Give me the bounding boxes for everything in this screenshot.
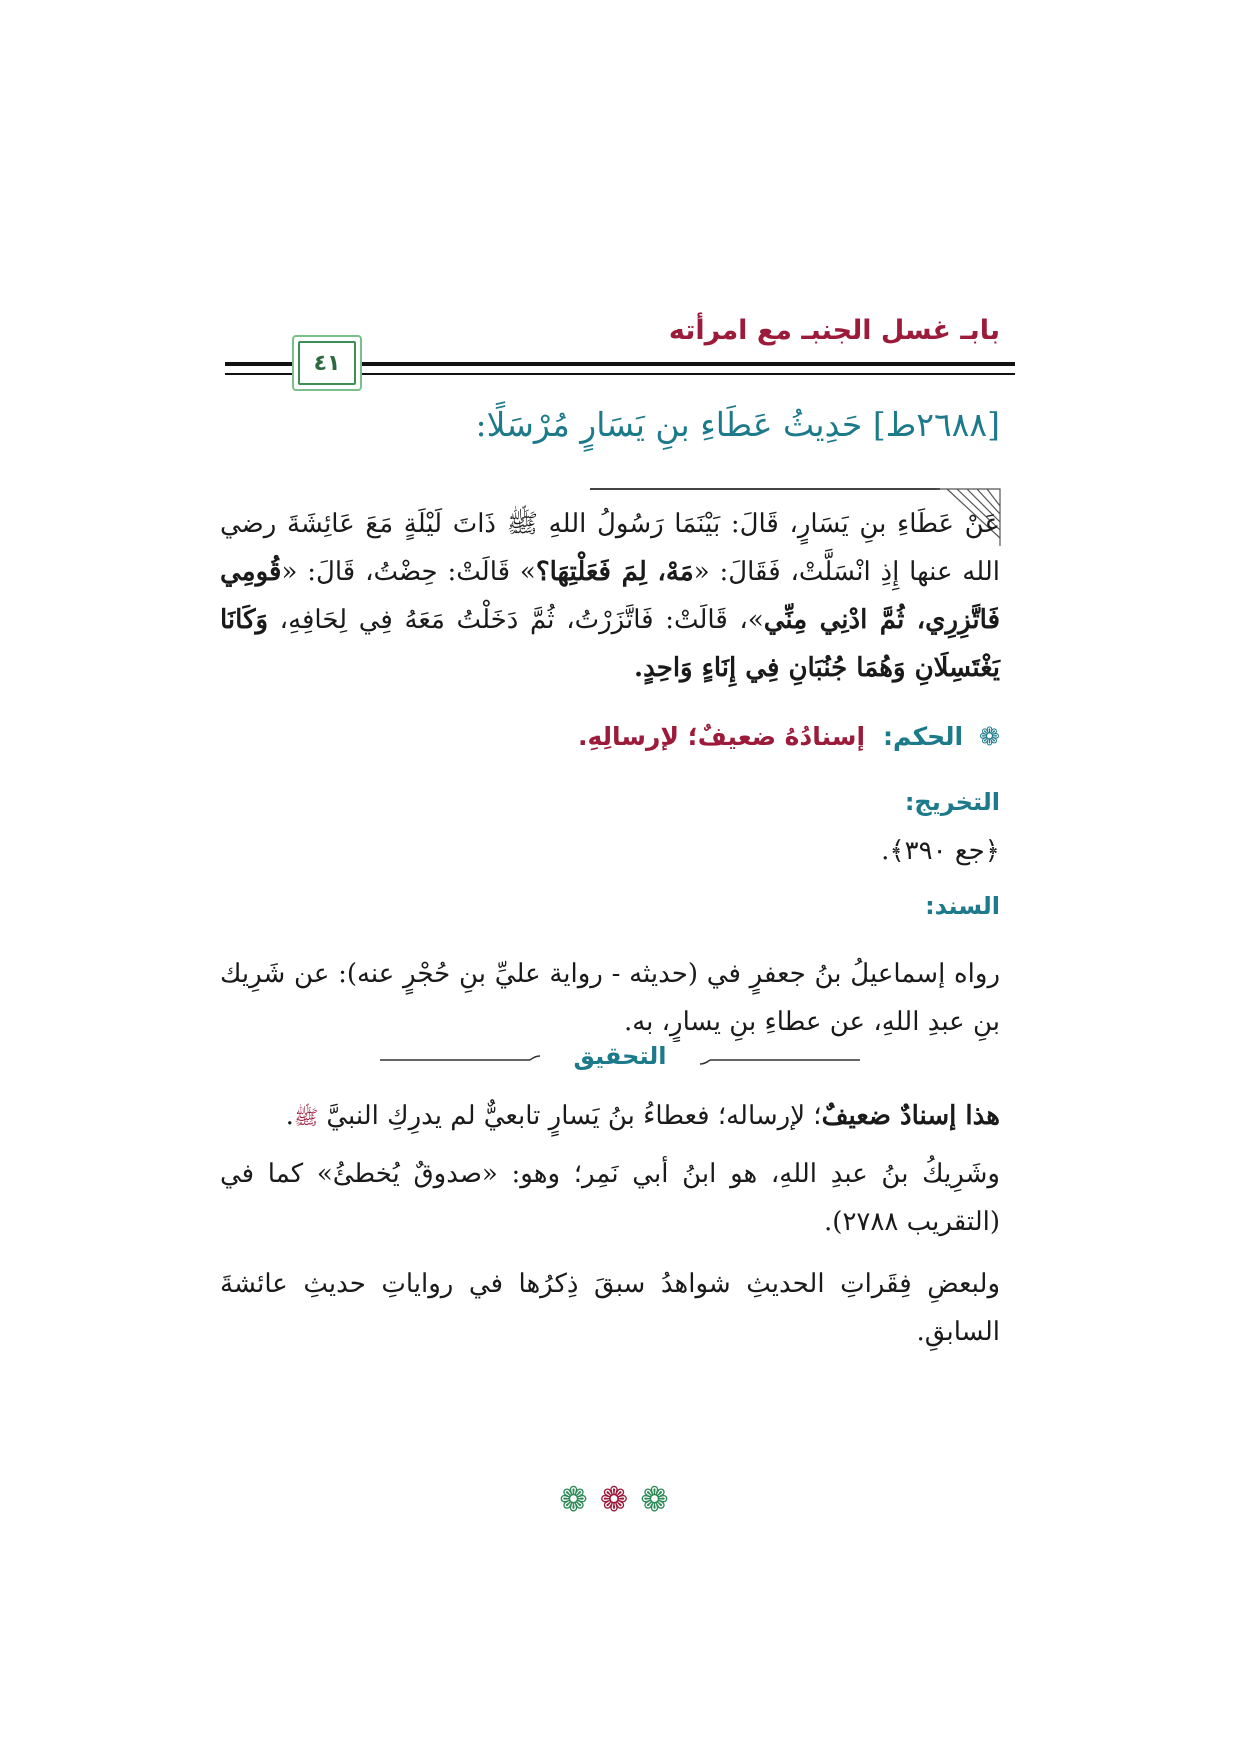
flower-icon: ❁ — [559, 1480, 600, 1520]
ruling-line — [578, 722, 1000, 751]
prophet-speech-1: مَهْ، لِمَ فَعَلْتِهَا؟ — [535, 557, 694, 587]
flower-icon: ❁ — [599, 1480, 641, 1520]
tahqiq-paragraph-1: هذا إسنادٌ ضعيفٌ؛ لإرساله؛ فعطاءُ بنُ يَسارٍ تابعيٌّ لم يدرِكِ النبيَّ ﷺ. — [285, 1101, 1000, 1131]
heading-underline — [590, 488, 940, 490]
takhrij-heading: التخريج: — [904, 788, 1000, 816]
ruling-label: الحكم: — [882, 722, 964, 751]
flower-icon: ❁ — [979, 722, 1000, 751]
flower-icon: ❁ — [640, 1480, 681, 1520]
takhrij-reference: ﴿جع ٣٩٠﴾. — [881, 836, 1000, 866]
page-number-frame — [292, 335, 362, 391]
footer-ornaments — [0, 1480, 1240, 1520]
hadith-heading: [٢٦٨٨ط] حَدِيثُ عَطَاءِ بنِ يَسَارٍ مُرْسَلًا: — [475, 405, 1000, 444]
ruling-value: إسنادُهُ ضعيفٌ؛ لإرسالِهِ. — [578, 722, 866, 751]
sanad-text: رواه إسماعيلُ بنُ جعفرٍ في (حديثه - رواية عليِّ بنِ حُجْرٍ عنه): عن شَرِيك بنِ عبدِ اللهِ، عن عطاءِ بنِ يسارٍ، به. — [220, 959, 1000, 1037]
sanad-heading: السند: — [925, 892, 1000, 920]
hadith-text: عَنْ عَطَاءِ بنِ يَسَارٍ، قَالَ: بَيْنَمَا رَسُولُ اللهِ ﷺ ذَاتَ لَيْلَةٍ مَعَ عَائِشَةَ رضي الله عنها إِذِ انْسَلَّتْ، فَقَالَ: «مَهْ، لِمَ فَعَلْتِهَا؟» قَالَتْ: حِضْتُ، قَالَ: «قُومِي فَاتَّزِرِي، ثُمَّ ادْنِي مِنِّي»، قَالَتْ: فَاتَّزَرْتُ، ثُمَّ دَخَلْتُ مَعَهُ فِي لِحَافِهِ، وَكَانَا يَغْتَسِلَانِ وَهُمَا جُنُبَانِ فِي إِنَاءٍ وَاحِدٍ. — [220, 509, 1001, 683]
prophet-speech-2: قُومِي فَاتَّزِرِي، ثُمَّ ادْنِي مِنِّي — [220, 557, 1000, 635]
tahqiq-paragraph-3: ولبعضِ فِقَراتِ الحديثِ شواهدُ سبقَ ذِكرُها في رواياتِ حديثِ عائشةَ السابقِ. — [220, 1269, 1000, 1347]
chapter-title: بابـ غسل الجنبـ مع امرأته — [668, 315, 1000, 346]
tahqiq-heading: التحقيق — [540, 1042, 700, 1070]
salla-glyph: ﷺ — [293, 1105, 319, 1129]
tahqiq-paragraph-2: وشَرِيكُ بنُ عبدِ اللهِ، هو ابنُ أبي نَمِر؛ وهو: «صدوقٌ يُخطئُ» كما في (التقريب ٢٧٨٨). — [220, 1159, 1000, 1237]
hadith-conclusion: وَكَانَا يَغْتَسِلَانِ وَهُمَا جُنُبَانِ فِي إِنَاءٍ وَاحِدٍ. — [220, 605, 1000, 683]
page-number: ٤١ — [313, 350, 341, 376]
